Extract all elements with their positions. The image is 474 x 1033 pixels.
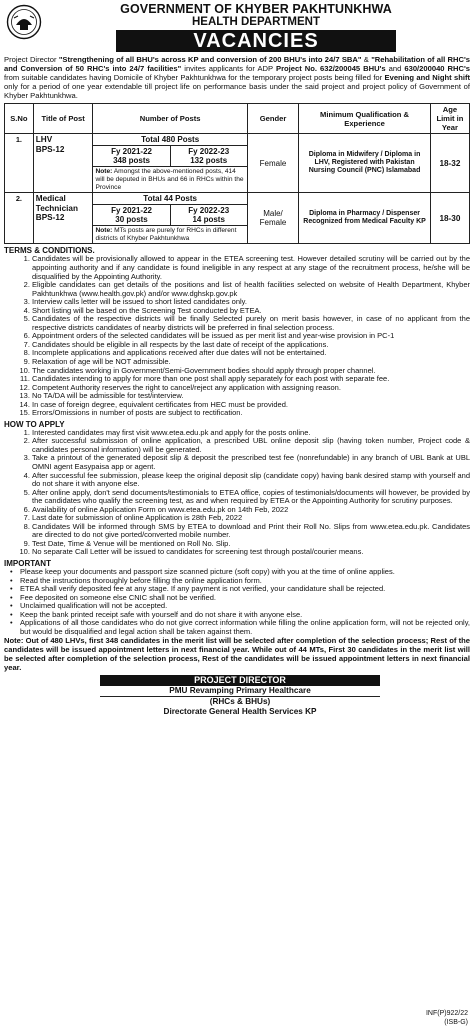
footer-signature-block (100, 675, 380, 717)
list-item: • Read the instructions thoroughly before filling the online application form. (20, 577, 470, 586)
header (44, 3, 468, 52)
list-item: 10. No separate Call Letter will be issued to candidates for screening test through postal/courier means. (32, 548, 470, 557)
list-item: 7. Candidates should be eligible in all respects by the last date of receipt of the applications. (32, 341, 470, 350)
row-qualification: Diploma in Midwifery / Diploma in LHV, Registered with Pakistan Nursing Council (PNC) Islamabad (299, 134, 431, 193)
final-note: Note: Out of 480 LHVs, first 348 candidates in the merit list will be selected after completion of the selection process; Rest of the candidates will be issued appointment letters in next financial year. While out of 44 MTs, First 30 candidates in the merit list will be selected after completion of the selection process, Rest of the candidates will be issued appointment letters in next financial year. (4, 636, 470, 672)
list-item: 5. Candidates of the respective districts will be finally Selected purely on merit basis however, in case of no applicant from the respective districts candidates of nearby districts will be preferred in final selection process. (32, 315, 470, 332)
intro-text: invites applicants for ADP (181, 64, 276, 74)
list-item: 11. Candidates intending to apply for more than one post shall apply separately for each post with separate fee. (32, 375, 470, 384)
reference-code: (ISB-G) (444, 1019, 468, 1026)
list-item: • Please keep your documents and passport size scanned picture (soft copy) with you at the time of online applies. (20, 568, 470, 577)
list-item: 15. Errors/Omissions in number of posts are subject to rectification. (32, 409, 470, 418)
intro-shift: Evening and Night shift (384, 73, 470, 83)
table-row (5, 193, 470, 244)
department-title: HEALTH DEPARTMENT (192, 16, 320, 28)
fy2-label: Fy 2022-23 (188, 206, 230, 216)
list-item: • Unclaimed qualification will not be accepted. (20, 602, 470, 611)
list-item: • Keep the bank printed receipt safe with yourself and do not share it with anyone else. (20, 611, 470, 620)
how-to-apply-list (4, 429, 470, 557)
list-item: 3. Take a printout of the generated deposit slip & deposit the prescribed test fee (nonrefundable) in any branch of UBL Bank at UBL OMNI agent Easypaisa app or agent. (32, 454, 470, 471)
row-age: 18-30 (430, 193, 469, 244)
post-scale: BPS-12 (35, 144, 65, 154)
intro-text: only for a period of one year extendable till project life on performance basis under the said project and project policy of Government of Khyber Pakhtunkhwa. (4, 82, 470, 101)
list-item: 5. After online apply, don't send documents/testimonials to ETEA office, copies of testimonials/documents will however, be provided by the candidates who qualify the screening test, as and when required by ETEA or the Appointing Authority for scrutiny purposes. (32, 489, 470, 506)
col-header-number: Number of Posts (93, 104, 247, 134)
reference-number: INF(P)922/22 (425, 1010, 468, 1017)
list-item: 7. Last date for submission of online Application is 28th Feb, 2022 (32, 514, 470, 523)
advertisement-page (4, 3, 470, 1027)
list-item: 2. Eligible candidates can get details of the positions and list of health facilities selected on website of Health Department, Khyber Pakhtunkhwa (www.health.gov.pk) and/or www.dghskp.gov.pk (32, 281, 470, 298)
list-item: 6. Appointment orders of the selected candidates will be issued as per merit list and year-wise provision in PC-1 (32, 332, 470, 341)
list-item: 8. Candidates Will be informed through SMS by ETEA to download and Print their Roll No. Slips from www.etea.edu.pk. Candidates are directed to do not give ported/converted mobile number. (32, 523, 470, 540)
posts-table (4, 103, 470, 244)
list-item: • Applications of all those candidates who do not give correct information while filling the online application form, will not be rejected only, but would be disqualified and legal action shall be taken against them. (20, 619, 470, 636)
intro-project-2: "Rehabilitation of all RHC's and Conversion of 50 RHC's into 24/7 facilities" (4, 55, 470, 74)
intro-project-1: "Strengthening of all BHU's across KP and conversion of 200 BHU's into 24/7 SBA" (58, 55, 362, 64)
list-item: 6. Availability of online Application Form on www.etea.edu.pk on 14th Feb, 2022 (32, 506, 470, 515)
list-item: 1. Interested candidates may first visit www.etea.edu.pk and apply for the posts online. (32, 429, 470, 438)
total-posts: Total 480 Posts (93, 134, 246, 146)
col-header-qualification: Minimum Qualification & Experience (299, 104, 431, 134)
fy2-label: Fy 2022-23 (188, 147, 230, 157)
intro-project-no-rhc: 630/200040 RHC's (404, 64, 470, 74)
important-heading: IMPORTANT (4, 559, 51, 569)
footer-directorate: Directorate General Health Services KP (163, 707, 317, 717)
row-sno: 2. (5, 193, 34, 244)
terms-list (4, 255, 470, 417)
list-item: 4. After successful fee submission, please keep the original deposit slip (candidate copy) having bank desired stamp with yourself and do not share it with anyone else. (32, 472, 470, 489)
list-item: 3. Interview calls letter will be issued to short listed candidates only. (32, 298, 470, 307)
fy1-posts: 30 posts (115, 215, 148, 225)
post-scale: BPS-12 (35, 213, 65, 223)
vacancies-banner: VACANCIES (116, 30, 396, 52)
note-text: MTs posts are purely for RHCs in different districts of Khyber Pakhtunkhwa (95, 227, 237, 242)
intro-paragraph (4, 55, 470, 100)
col-header-title: Title of Post (33, 104, 93, 134)
footer-pmu: PMU Revamping Primary Healthcare (169, 686, 311, 696)
intro-text: and (385, 64, 405, 74)
row-note (93, 167, 246, 192)
post-title: Medical Technician (35, 194, 78, 213)
fy1-cell (93, 205, 170, 226)
note-text: Amongst the above-mentioned posts, 414 will be deputed in BHUs and 66 in RHCs within the Province (95, 168, 244, 191)
list-item: 12. Competent Authority reserves the right to cancel/reject any application with assigning reason. (32, 384, 470, 393)
row-age: 18-32 (430, 134, 469, 193)
table-row (5, 134, 470, 193)
note-label: Note: (95, 168, 113, 176)
intro-text: Project Director (4, 55, 59, 64)
fy1-label: Fy 2021-22 (111, 147, 152, 157)
row-title (33, 134, 93, 193)
list-item: • Fee deposited on someone else CNIC shall not be verified. (20, 594, 470, 603)
list-item: 13. No TA/DA will be admissible for test/interview. (32, 392, 470, 401)
list-item: 9. Test Date, Time & Venue will be mentioned on Roll No. Slip. (32, 540, 470, 549)
intro-text: & (361, 55, 372, 64)
fy2-posts: 132 posts (190, 156, 228, 166)
row-qualification: Diploma in Pharmacy / Dispenser Recognized from Medical Faculty KP (299, 193, 431, 244)
fy2-posts: 14 posts (192, 215, 225, 225)
list-item: 2. After successful submission of online application, a prescribed UBL online deposit slip (having token number, Project code & candidates personal information) will be generated. (32, 437, 470, 454)
fy2-cell (170, 146, 247, 167)
list-item: 10. The candidates working in Government/Semi-Government bodies should apply through proper channel. (32, 367, 470, 376)
fy1-cell (93, 146, 170, 167)
fy2-cell (170, 205, 247, 226)
col-header-gender: Gender (247, 104, 298, 134)
total-posts: Total 44 Posts (93, 193, 246, 205)
footer-project-director: PROJECT DIRECTOR (100, 675, 380, 686)
fy1-posts: 348 posts (113, 156, 150, 166)
col-header-sno: S.No (5, 104, 34, 134)
intro-text: from suitable candidates having Domicile of Khyber Pakhtunkhwa for the temporary project posts being filled for (4, 73, 385, 83)
list-item: 9. Relaxation of age will be NOT admissible. (32, 358, 470, 367)
intro-project-no-bhu: Project No. 632/200045 BHU's (276, 64, 386, 74)
post-title: LHV (35, 135, 53, 145)
list-item: 1. Candidates will be provisionally allowed to appear in the ETEA screening test. However detailed scrutiny will be carried out by the appointing authority and if any candidate is found ineligible in any respect at any stage of the recruitment process, he/she will be disqualified by the Appointing Authority. (32, 255, 470, 281)
row-gender: Female (247, 134, 298, 193)
footer-rhc-bhu: (RHCs & BHUs) (100, 696, 380, 707)
list-item: 14. In case of foreign degree, equivalent certificates from HEC must be provided. (32, 401, 470, 410)
fy1-label: Fy 2021-22 (111, 206, 152, 216)
col-header-age: Age Limit in Year (430, 104, 469, 134)
terms-heading: TERMS & CONDITIONS. (4, 246, 95, 256)
list-item: 4. Short listing will be based on the Screening Test conducted by ETEA. (32, 307, 470, 316)
list-item: • ETEA shall verify deposited fee at any stage. If any payment is not verified, your candidature shall be rejected. (20, 585, 470, 594)
government-title: GOVERNMENT OF KHYBER PAKHTUNKHWA (120, 3, 392, 16)
government-seal-icon (6, 4, 42, 40)
row-note (93, 226, 246, 243)
row-sno: 1. (5, 134, 34, 193)
list-item: 8. Incomplete applications and applications received after due dates will not be entertained. (32, 349, 470, 358)
table-header-row (5, 104, 470, 134)
note-label: Note: (95, 227, 113, 235)
row-title (33, 193, 93, 244)
row-gender: Male/ Female (247, 193, 298, 244)
important-list (4, 568, 470, 636)
how-to-apply-heading: HOW TO APPLY (4, 419, 65, 429)
row-number-of-posts (93, 134, 247, 193)
row-number-of-posts (93, 193, 247, 244)
